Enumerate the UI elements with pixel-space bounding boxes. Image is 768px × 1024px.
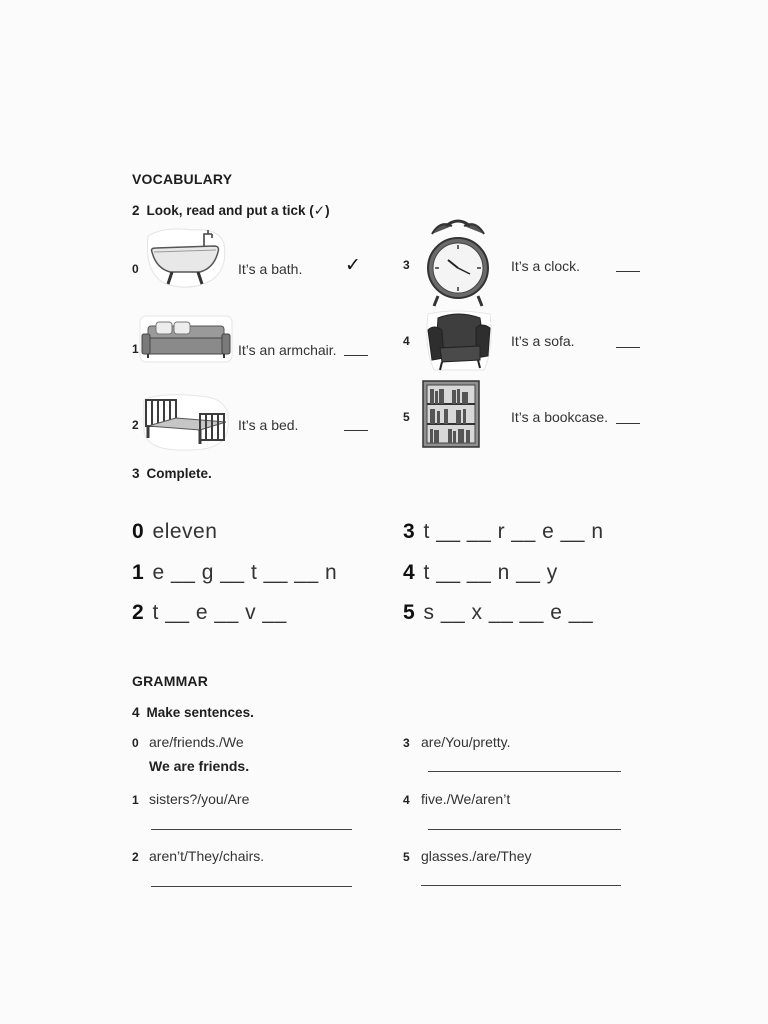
grammar-heading: GRAMMAR (132, 673, 209, 689)
ex2-item-0-number: 0 (132, 262, 139, 276)
ex4-item-4-answer-line[interactable] (428, 829, 621, 830)
ex2-item-5-text: It’s a bookcase. (511, 409, 609, 425)
ex4-item-1-number: 1 (132, 793, 139, 807)
exercise-4-number: 4 (132, 705, 140, 720)
ex4-item-5-answer-line[interactable] (421, 885, 621, 886)
ex3-item-2[interactable] (132, 601, 287, 625)
ex4-item-4-prompt: five./We/aren’t (421, 791, 511, 807)
ex3-item-4-number: 4 (403, 561, 416, 584)
ex3-item-3-word: t __ __ r __ e __ n (423, 520, 604, 543)
ex4-item-3-answer-line[interactable] (428, 771, 621, 772)
alarm-clock-image (424, 218, 492, 308)
ex4-item-4-number: 4 (403, 793, 410, 807)
ex2-item-3-number: 3 (403, 258, 410, 272)
ex3-item-3[interactable] (403, 520, 604, 544)
exercise-3-heading (132, 466, 212, 481)
ex3-item-1[interactable] (132, 561, 337, 585)
ex3-item-4-word: t __ __ n __ y (423, 561, 558, 584)
ex3-item-5-word: s __ x __ __ e __ (423, 601, 594, 624)
exercise-4-instruction: Make sentences. (146, 705, 254, 720)
exercise-2-instruction: Look, read and put a tick (✓) (146, 203, 330, 218)
ex2-item-5-answer-blank[interactable] (616, 423, 640, 424)
ex2-item-2-number: 2 (132, 418, 139, 432)
bed-image (140, 392, 232, 454)
ex2-item-4-number: 4 (403, 334, 410, 348)
tick-mark: ✓ (345, 255, 361, 276)
ex2-item-0-text: It’s a bath. (238, 261, 303, 277)
ex2-item-2-answer-blank[interactable] (344, 430, 368, 431)
armchair-image (424, 308, 494, 374)
ex3-item-2-number: 2 (132, 601, 145, 624)
ex2-item-4-answer-blank[interactable] (616, 347, 640, 348)
ex2-item-1-text: It’s an armchair. (238, 342, 337, 358)
ex3-item-3-number: 3 (403, 520, 416, 543)
ex3-item-1-number: 1 (132, 561, 145, 584)
ex3-item-1-word: e __ g __ t __ __ n (152, 561, 338, 584)
ex4-item-1-answer-line[interactable] (151, 829, 352, 830)
exercise-2-heading (132, 203, 330, 219)
ex4-item-2-prompt: aren’t/They/chairs. (149, 848, 265, 864)
ex2-item-3-text: It’s a clock. (511, 258, 580, 274)
ex3-item-0 (132, 520, 217, 544)
ex4-item-0-answer: We are friends. (149, 758, 250, 774)
bathtub-image (142, 222, 228, 292)
ex2-item-4-text: It’s a sofa. (511, 333, 575, 349)
ex4-item-0-prompt: are/friends./We (149, 734, 244, 750)
exercise-3-instruction: Complete. (146, 466, 212, 481)
ex3-item-0-word: eleven (152, 520, 218, 543)
exercise-2-number: 2 (132, 203, 140, 218)
ex3-item-5-number: 5 (403, 601, 416, 624)
ex3-item-5[interactable] (403, 601, 593, 625)
ex3-item-2-word: t __ e __ v __ (152, 601, 287, 624)
ex2-item-2-text: It’s a bed. (238, 417, 299, 433)
ex3-item-4[interactable] (403, 561, 558, 585)
ex2-item-1-answer-blank[interactable] (344, 355, 368, 356)
ex2-item-1-number: 1 (132, 342, 139, 356)
ex4-item-3-prompt: are/You/pretty. (421, 734, 511, 750)
bookcase-image (422, 380, 480, 448)
ex2-item-3-answer-blank[interactable] (616, 271, 640, 272)
exercise-4-heading (132, 705, 254, 720)
ex4-item-2-number: 2 (132, 850, 139, 864)
ex4-item-3-number: 3 (403, 736, 410, 750)
ex4-item-1-prompt: sisters?/you/Are (149, 791, 250, 807)
vocabulary-heading: VOCABULARY (132, 171, 233, 187)
ex4-item-5-prompt: glasses./are/They (421, 848, 532, 864)
ex4-item-2-answer-line[interactable] (151, 886, 352, 887)
ex2-item-5-number: 5 (403, 410, 410, 424)
ex3-item-0-number: 0 (132, 520, 145, 543)
ex4-item-0-number: 0 (132, 736, 139, 750)
sofa-image (138, 314, 234, 364)
ex4-item-5-number: 5 (403, 850, 410, 864)
exercise-3-number: 3 (132, 466, 140, 481)
